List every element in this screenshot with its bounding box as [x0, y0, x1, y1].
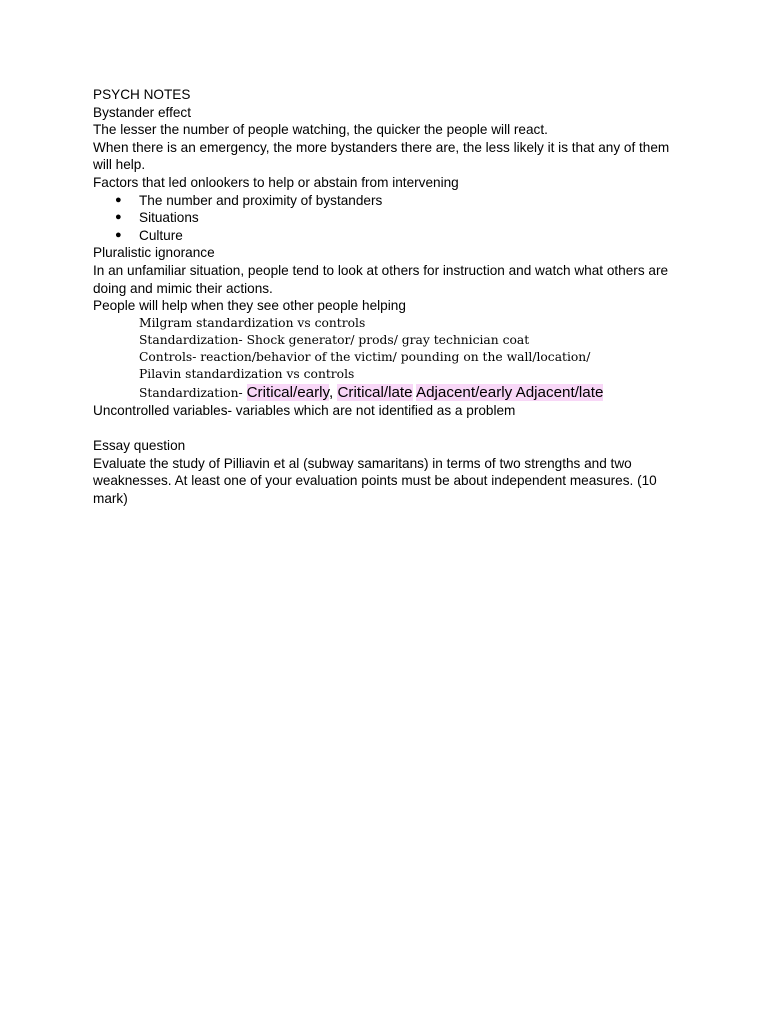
standardization-prefix: Standardization- — [139, 385, 247, 400]
heading-pluralistic-ignorance: Pluralistic ignorance — [93, 245, 215, 261]
list-item-text: Situations — [139, 210, 199, 226]
factors-list — [93, 192, 683, 245]
indented-notes — [93, 315, 683, 402]
bullet-icon: ● — [115, 211, 122, 224]
list-item — [93, 209, 683, 227]
notes-body — [93, 86, 683, 507]
heading-essay-question: Essay question — [93, 437, 186, 453]
list-item-text: The number and proximity of bystanders — [139, 192, 383, 208]
highlighted-condition: Adjacent/early Adjacent/late — [415, 383, 604, 401]
indented-line: Pilavin standardization vs controls — [139, 367, 355, 382]
spacer — [93, 419, 683, 437]
paragraph-line: The lesser the number of people watching, the quicker the people will react. — [93, 122, 548, 138]
paragraph-line: Uncontrolled variables- variables which are not identified as a problem — [93, 402, 516, 418]
essay-prompt: Evaluate the study of Pilliavin et al (subway samaritans) in terms of two strengths and two weaknesses. At least one of your evaluation points must be about independent measures. (10 mark) — [93, 455, 657, 506]
bullet-icon: ● — [115, 228, 122, 241]
heading-bystander-effect: Bystander effect — [93, 104, 191, 120]
paragraph-line: Factors that led onlookers to help or abstain from intervening — [93, 174, 459, 190]
indented-line: Milgram standardization vs controls — [139, 315, 366, 330]
indented-line: Standardization- Shock generator/ prods/ gray technician coat — [139, 332, 530, 347]
list-item-text: Culture — [139, 227, 183, 243]
bullet-icon: ● — [115, 193, 122, 206]
document-title: PSYCH NOTES — [93, 87, 191, 102]
standardization-conditions-line — [139, 384, 683, 402]
highlighted-condition: Critical/late — [337, 383, 413, 401]
paragraph-line: When there is an emergency, the more bystanders there are, the less likely it is that any of them will help. — [93, 139, 670, 173]
paragraph-line: In an unfamiliar situation, people tend to look at others for instruction and watch what others are doing and mimic their actions. — [93, 262, 669, 296]
list-item — [93, 227, 683, 245]
separator: , — [329, 383, 334, 401]
indented-line: Controls- reaction/behavior of the victim/ pounding on the wall/location/ — [139, 350, 591, 365]
list-item — [93, 192, 683, 210]
paragraph-line: People will help when they see other people helping — [93, 298, 406, 314]
highlighted-condition: Critical/early — [246, 383, 329, 401]
